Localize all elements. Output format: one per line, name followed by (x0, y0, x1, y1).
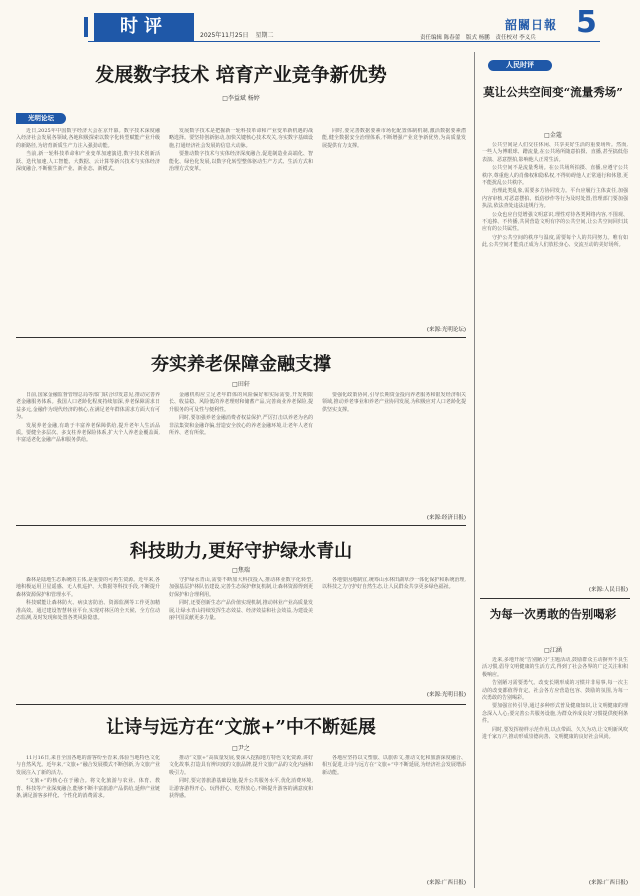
paragraph: 治理此类乱象,需要多方协同发力。平台应履行主体责任,加强内容审核,对恶意摆拍、低俗炒作等行为及时处置;管理部门要加强执法,依法查处违法违规行为。 (482, 188, 628, 210)
article-6-title: 让诗与远方在“文旅+”中不断延展 (106, 717, 376, 738)
staff-credits (420, 33, 540, 41)
article-3-title: 科技助力,更好守护绿水青山 (129, 541, 353, 562)
paragraph: 日前,国家金融监督管理总局等部门联合印发意见,推动完善养老金融服务体系。我国人口老龄化程度持续加深,养老保障需求日益多元,金融作为现代经济的核心,在满足老年群体需求方面大有可为。 (16, 392, 160, 421)
article-5-title: 为每一次勇敢的告别喝彩 (489, 607, 617, 621)
article-4-byline: □金蔻 (544, 132, 562, 139)
article-2-byline: □田轩 (232, 381, 250, 388)
paragraph: 发展养老金融,有助于丰富养老保障供给,提升老年人生活品质。要健全多层次、多支柱养老保险体系,扩大个人养老金覆盖面,丰富适老化金融产品和服务供给。 (16, 422, 160, 444)
column-tag-guangming: 光明论坛 (16, 113, 66, 124)
header-rule (88, 41, 600, 42)
newspaper-logo: 韶關日報 (505, 18, 558, 32)
staff-proof: 责任校对 李义兵 (495, 35, 536, 41)
article-6-col-2 (169, 755, 313, 877)
article-5-body (482, 657, 628, 875)
article-1-col-3 (322, 128, 466, 328)
column-separator (474, 52, 475, 888)
article-4-title: 莫让公共空间变“流量秀场” (483, 85, 623, 99)
article-3-col-1 (16, 577, 160, 689)
article-3-source: (来源:光明日报) (426, 692, 466, 698)
article-5-source: (来源:广西日报) (588, 880, 628, 886)
paragraph: 公众也应自觉增强文明意识,理性对待各类网络内容,不围观、不追捧、不传播,共同营造文明有序的公共空间,让公共空间回归其应有的公共属性。 (482, 211, 628, 233)
article-1-body (16, 128, 466, 328)
divider (480, 598, 630, 599)
paragraph: 发展数字技术是把握新一轮科技革命和产业变革新机遇的战略选择。要坚持创新驱动,加快关键核心技术攻关,夯实数字基础设施,打通经济社会发展的信息大动脉。 (169, 128, 313, 149)
paragraph: “文旅+”的核心在于融合。将文化旅游与农业、体育、教育、科技等产业深度融合,能够不断丰富旅游产品供给,延伸产业链条,满足游客多样化、个性化的消费需求。 (16, 778, 160, 800)
date-text: 2025年11月25日 (200, 32, 249, 39)
paragraph: 同时,要加强养老金融消费者权益保护,严厉打击以养老为名的非法集资和金融诈骗,营造安全放心的养老金融环境,让老年人老有所养、老有所依。 (169, 415, 313, 437)
article-5-byline: □江涵 (544, 647, 562, 654)
article-6-byline: □尹之 (232, 745, 250, 752)
paragraph: 同时,要完善旅游基础设施,提升公共服务水平,优化消费环境,让游客游得开心、玩得舒心、吃得放心,不断提升游客的满意度和获得感。 (169, 778, 313, 800)
article-3-col-2 (169, 577, 313, 689)
staff-editor: 责任编辑 陈春蕾 (420, 35, 461, 41)
weekday-text: 星期二 (255, 32, 274, 39)
article-2-col-1 (16, 392, 160, 514)
article-2-col-2 (169, 392, 313, 514)
article-6-source: (来源:广西日报) (426, 880, 466, 886)
article-3-col-3 (322, 577, 466, 689)
paragraph: 守护公共空间的秩序与温度,需要每个人的共同努力。唯有如此,公共空间才能真正成为人们放松身心、交流互动的美好场所。 (482, 234, 628, 249)
paragraph: 推动“文旅+”高质量发展,要深入挖掘地方特色文化资源,讲好文化故事,打造具有辨识度的文旅品牌,提升文旅产品的文化内涵和吸引力。 (169, 755, 313, 776)
paragraph: 要强化政策协同,引导长期资金投向养老服务和银发经济相关领域,推动养老事业和养老产业协同发展,为积极应对人口老龄化提供坚实支撑。 (322, 392, 466, 413)
paragraph: 近日,2025年中国数字经济大会在京开幕。数字技术深度融入经济社会发展各领域,各地积极探索以数字化转型赋能产业升级的新路径,为培育新质生产力注入强劲动能。 (16, 128, 160, 149)
article-3-body (16, 577, 466, 689)
paragraph: 同时,还要创新生态产品价值实现机制,推动林业产业高质量发展,让绿水青山持续发挥生态效益、经济效益和社会效益,为建设美丽中国贡献更多力量。 (169, 600, 313, 622)
divider (16, 704, 466, 705)
paragraph: 公共空间是人们交往休闲、共享美好生活的重要场所。然而,一些人为博眼球、蹭流量,在公共场所随意拍摄、直播,甚至搞低俗表演、恶意摆拍,影响他人正常生活。 (482, 142, 628, 163)
paragraph: 森林是陆地生态系统的主体,是重要的可再生资源。近年来,各地积极运用卫星遥感、无人机巡护、大数据等科技手段,不断提升森林资源保护和管理水平。 (16, 577, 160, 598)
divider (16, 525, 466, 526)
article-2-body (16, 392, 466, 514)
paragraph: 金融机构应立足老年群体的风险偏好和实际需要,开发期限长、收益稳、风险低的养老理财和储蓄产品,完善商业养老保险,提升服务的可及性与便利性。 (169, 392, 313, 413)
issue-date (200, 30, 278, 39)
article-4-body (482, 142, 628, 582)
section-badge: 时评 (94, 13, 194, 41)
paragraph: 科技赋能让森林防火、病虫害防治、资源监测等工作更加精准高效。通过建设智慧林业平台,实现对林区的全天候、全方位动态监测,及时发现和处置各类风险隐患。 (16, 600, 160, 622)
article-2-title: 夯实养老保障金融支撑 (151, 354, 331, 375)
staff-layout: 版式 杨鹏 (466, 35, 490, 41)
column-tag-renmin: 人民时评 (488, 60, 552, 71)
article-6-col-3 (322, 755, 466, 877)
article-2-source: (来源:经济日报) (426, 515, 466, 521)
paragraph: 公共空间不是流量秀场。在公共场所拍摄、直播,应遵守公共秩序,尊重他人的肖像权和隐私权,不得妨碍他人正常通行和休憩,更不能扰乱公共秩序。 (482, 165, 628, 187)
paragraph: 守护绿水青山,需要不断加大科技投入,推动林业数字化转型,加强基层护林队伍建设,完善生态保护修复机制,让森林资源得到更好保护和合理利用。 (169, 577, 313, 598)
paragraph: 要加强宣传引导,通过多种形式普及健康知识,让文明健康的理念深入人心;要完善公共服务设施,为群众养成良好习惯提供便利条件。 (482, 703, 628, 725)
page-number: 5 (576, 5, 597, 40)
paragraph: 要推动数字技术与实体经济深度融合,促进制造业高端化、智能化、绿色化发展,以数字化转型整体驱动生产方式、生活方式和治理方式变革。 (169, 151, 313, 173)
article-1-col-2 (169, 128, 313, 328)
article-3-byline: □焦瑞 (232, 567, 250, 574)
article-6-body (16, 755, 466, 877)
article-1-col-1 (16, 128, 160, 328)
paragraph: 同时,要发挥榜样示范作用,以点带面、久久为功,让文明新风吹进千家万户,推动形成崇德向善、文明健康的良好社会风尚。 (482, 726, 628, 741)
article-1-source: (来源:光明论坛) (426, 327, 466, 333)
paragraph: 各地要因地制宜,统筹山水林田湖草沙一体化保护和系统治理,以科技之力守护好自然生态,让人民群众共享更多绿色福祉。 (322, 577, 466, 591)
paragraph: 近来,多地开展“告别陋习”主题活动,鼓励群众主动摒弃不良生活习惯,倡导文明健康的生活方式,得到了社会各界的广泛关注和积极响应。 (482, 657, 628, 678)
divider (16, 337, 466, 338)
paragraph: 告别陋习需要勇气。改变长期形成的习惯并非易事,每一次主动的改变都值得肯定。社会各方应营造包容、鼓励的氛围,为每一次勇敢的告别喝彩。 (482, 680, 628, 702)
paragraph: 当前,新一轮科技革命和产业变革加速演进,数字技术创新活跃、迭代加速,人工智能、大数据、云计算等新兴技术与实体经济深度融合,不断催生新产业、新业态、新模式。 (16, 151, 160, 173)
article-1-title: 发展数字技术 培育产业竞争新优势 (95, 64, 387, 86)
paragraph: 11月16日,来自全国各地的游客纷至沓来,体验当地特色文化与自然风光。近年来,“文旅+”融合发展模式不断创新,为文旅产业发展注入了新的活力。 (16, 755, 160, 776)
article-1-byline: □李益斌 杨婷 (222, 95, 260, 102)
article-2-col-3 (322, 392, 466, 514)
article-4-source: (来源:人民日报) (588, 587, 628, 593)
paragraph: 各地应坚持以文塑旅、以旅彰文,推动文化和旅游深度融合、相互促进,让诗与远方在“文旅+”中不断延展,为经济社会发展增添新动能。 (322, 755, 466, 776)
paragraph: 同时,要完善数据要素市场化配置体制机制,激活数据要素潜能,健全数据安全治理体系,不断增强产业竞争新优势,为高质量发展提供有力支撑。 (322, 128, 466, 149)
article-6-col-1 (16, 755, 160, 877)
